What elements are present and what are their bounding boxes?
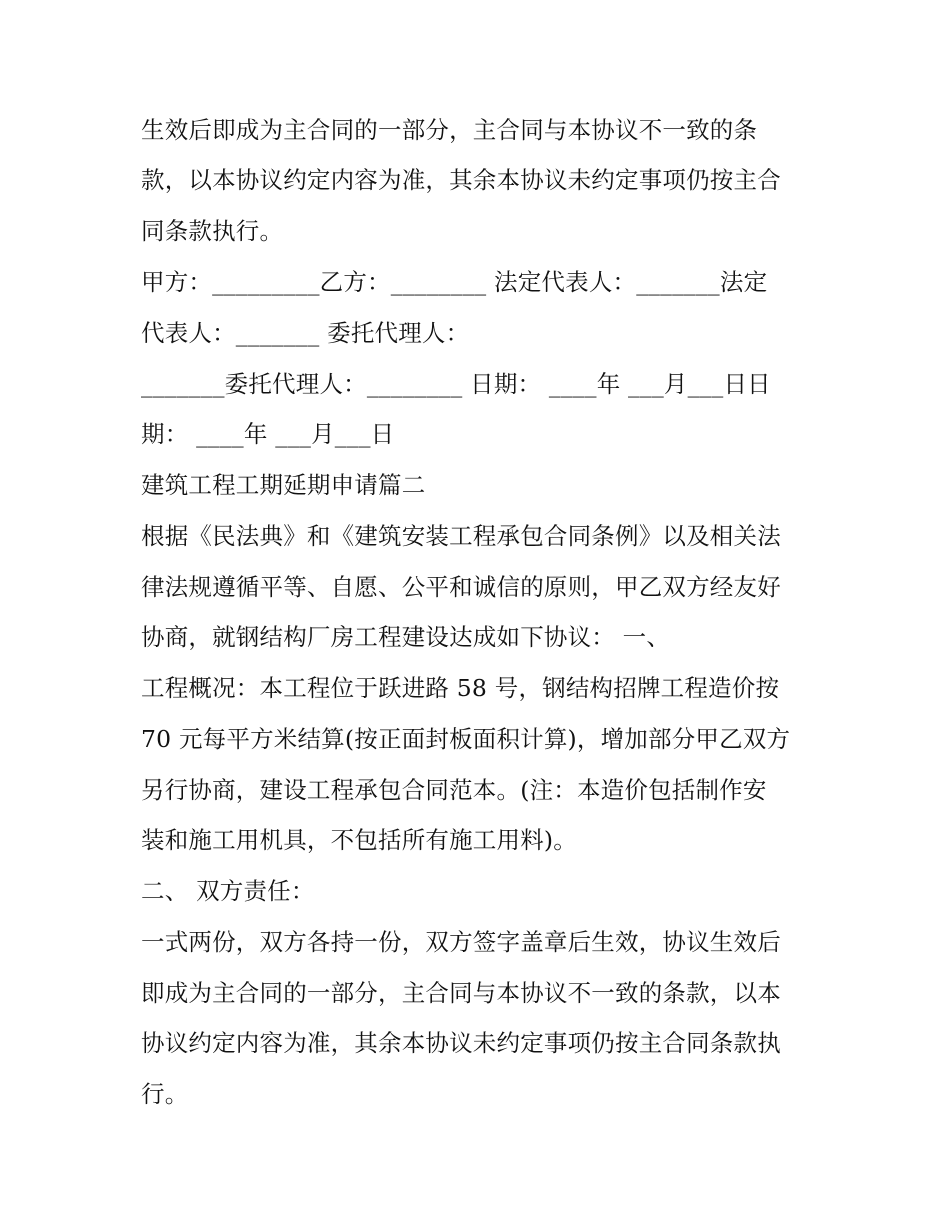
- text-line: 即成为主合同的一部分，主合同与本协议不一致的条款，以本: [141, 979, 781, 1007]
- text-line: 工程概况：本工程位于跃进路 58 号，钢结构招牌工程造价按: [141, 674, 780, 702]
- text-line: 款，以本协议约定内容为准，其余本协议未约定事项仍按主合: [141, 166, 781, 194]
- text-line: 生效后即成为主合同的一部分，主合同与本协议不一致的条: [141, 116, 758, 144]
- date-line: 期： ____年 ___月___日: [141, 420, 395, 448]
- text-line: 协商，就钢结构厂房工程建设达成如下协议： 一、: [141, 623, 671, 651]
- signature-line: 代表人：_______ 委托代理人：: [141, 319, 470, 347]
- text-line: 同条款执行。: [141, 217, 284, 245]
- text-line: 行。: [141, 1080, 189, 1108]
- text-line: 装和施工用机具，不包括所有施工用料)。: [141, 826, 577, 854]
- text-line: 70 元每平方米结算(按正面封板面积计算)，增加部分甲乙双方: [141, 725, 791, 753]
- section-heading: 建筑工程工期延期申请篇二: [141, 471, 426, 499]
- date-line: _______委托代理人：________ 日期： ____年 ___月___日日: [141, 370, 771, 398]
- text-line: 根据《民法典》和《建筑安装工程承包合同条例》以及相关法: [141, 522, 781, 550]
- text-line: 协议约定内容为准，其余本协议未约定事项仍按主合同条款执: [141, 1029, 781, 1057]
- text-line: 律法规遵循平等、自愿、公平和诚信的原则，甲乙双方经友好: [141, 573, 781, 601]
- text-line: 一式两份，双方各持一份，双方签字盖章后生效，协议生效后: [141, 928, 781, 956]
- signature-line: 甲方：_________乙方：________ 法定代表人：_______法定: [141, 268, 768, 296]
- text-line: 另行协商，建设工程承包合同范本。(注：本造价包括制作安: [141, 776, 767, 804]
- section-heading: 二、 双方责任：: [141, 877, 315, 905]
